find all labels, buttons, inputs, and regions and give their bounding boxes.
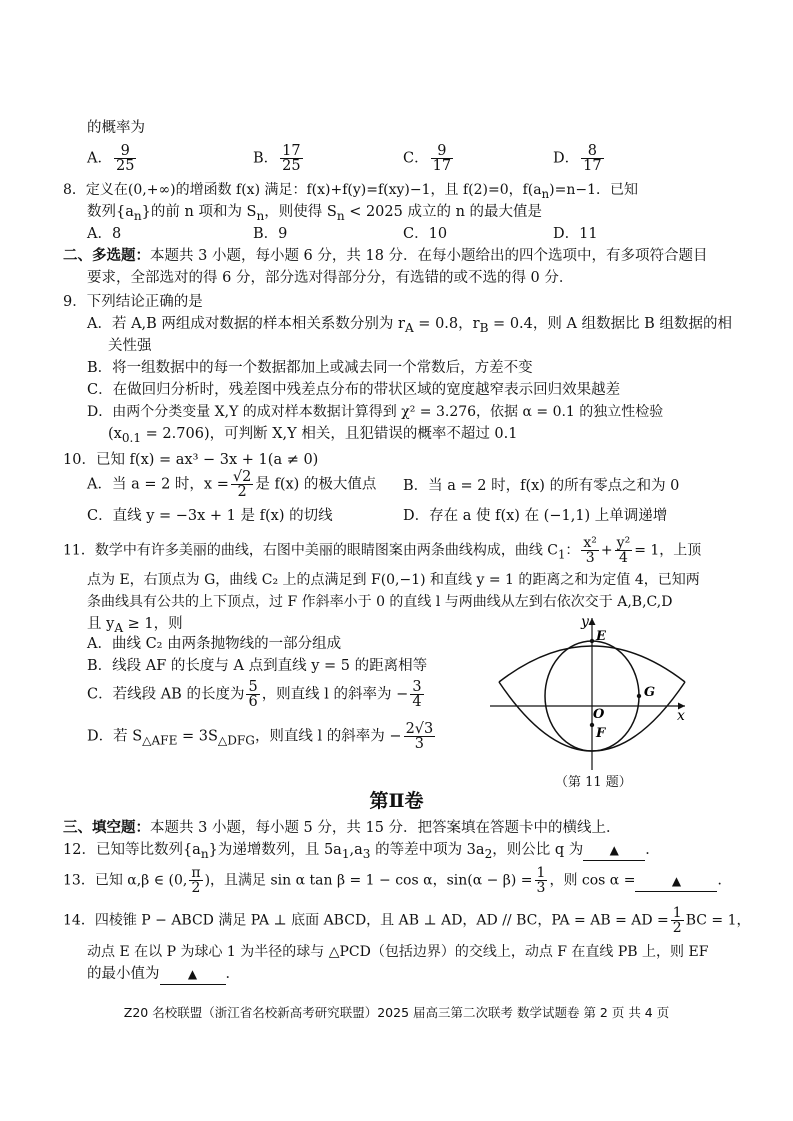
q9-option-a-cont: 关性强 xyxy=(108,338,152,354)
subscript: n xyxy=(200,846,209,861)
q11-text: 且 y xyxy=(87,616,115,632)
section3-line xyxy=(63,818,621,838)
fraction-numerator: y² xyxy=(616,535,631,551)
label-g: G xyxy=(644,685,656,700)
subscript: △AFE xyxy=(142,733,178,748)
q9-text: = 0.4，则 A 组数据比 B 组数据的相 xyxy=(488,316,732,332)
q9-option-a xyxy=(87,314,732,338)
q8-text: 数列{a xyxy=(87,204,134,220)
q8-option-c: C．10 xyxy=(403,226,448,242)
option-numerator: 8 xyxy=(581,144,603,159)
fraction-denominator: 4 xyxy=(618,550,628,566)
subscript: 0.1 xyxy=(121,430,142,445)
q12-text: }为递增数列，且 5a xyxy=(208,842,342,858)
q8-option-d: D．11 xyxy=(553,226,598,242)
q11-text: = 3S xyxy=(177,728,218,745)
fraction-denominator: 3 xyxy=(536,880,546,896)
q14-text: BC = 1， xyxy=(685,912,751,929)
q7-option-c xyxy=(403,144,455,176)
section-text: 本题共 3 小题，每小题 6 分，共 18 分．在每小题给出的四个选项中，有多项符合题目 xyxy=(150,248,708,264)
q14-line2: 动点 E 在以 P 为球心 1 为半径的球与 △PCD（包括边界）的交线上，动点 F 在直线 PB 上，则 EF xyxy=(87,944,709,960)
subscript: 1 xyxy=(557,547,566,562)
q8-text: }的前 n 项和为 S xyxy=(141,204,257,220)
punctuation: ． xyxy=(645,842,660,858)
subscript: n xyxy=(256,208,265,223)
section-heading: 三、填空题： xyxy=(63,819,150,836)
fraction-numerator: 1 xyxy=(536,865,546,881)
subscript: n xyxy=(336,208,345,223)
fraction-denominator: 2 xyxy=(191,880,201,896)
q14-text: 的最小值为 xyxy=(87,966,160,982)
subscript: 3 xyxy=(362,846,371,861)
fraction-denominator: 2 xyxy=(672,920,682,936)
q11-text: = 1，上顶 xyxy=(634,542,702,559)
q9-text: (x xyxy=(108,426,122,442)
q7-option-a xyxy=(87,144,138,176)
q11-text: ，则直线 l 的斜率为 − xyxy=(261,686,409,703)
q8-option-b: B．9 xyxy=(253,226,288,242)
subscript: A xyxy=(114,620,124,635)
section-text: 本题共 3 小题，每小题 5 分，共 15 分．把答案填在答题卡中的横线上． xyxy=(150,820,621,836)
option-denominator: 17 xyxy=(432,158,452,174)
q8-option-a: A．8 xyxy=(87,226,122,242)
q11-option-c xyxy=(87,680,426,712)
q10-text: 是 f(x) 的极大值点 xyxy=(255,476,377,493)
fraction-denominator: 2 xyxy=(237,484,247,500)
q11-option-d xyxy=(87,722,437,754)
figure-caption: （第 11 题） xyxy=(555,775,632,790)
fraction-denominator: 3 xyxy=(585,550,595,566)
q9-option-b: B．将一组数据中的每一个数据都加上或减去同一个常数后，方差不变 xyxy=(87,360,533,376)
fraction-numerator: 5 xyxy=(248,679,258,695)
q9-stem: 9．下列结论正确的是 xyxy=(63,294,203,310)
q7-option-b xyxy=(253,144,305,176)
fraction-numerator: x² xyxy=(583,535,597,551)
point-g xyxy=(637,694,641,698)
q14-line1 xyxy=(63,906,751,940)
answer-blank[interactable]: ▲ xyxy=(583,840,645,861)
q9-option-c: C．在做回归分析时，残差图中残差点分布的带状区域的宽度越窄表示回归效果越差 xyxy=(87,382,621,398)
point-e xyxy=(590,639,594,643)
label-e: E xyxy=(596,629,606,644)
label-f: F xyxy=(596,726,606,741)
label-o: O xyxy=(593,707,605,722)
q13-line xyxy=(63,866,731,900)
q14-line3 xyxy=(87,964,240,985)
label-y: y xyxy=(581,614,589,630)
q11-option-a: A．曲线 C₂ 由两条抛物线的一部分组成 xyxy=(87,636,342,652)
q8-text: ，则使得 S xyxy=(264,204,337,220)
q8-text: )=n−1．已知 xyxy=(549,182,638,198)
q13-text: 13．已知 α,β ∈ (0, xyxy=(63,872,188,889)
q9-text: = 2.706)，可判断 X,Y 相关，且犯错误的概率不超过 0.1 xyxy=(141,426,518,442)
option-numerator: 17 xyxy=(282,143,301,159)
subscript: 2 xyxy=(484,846,493,861)
q12-text: 的等差中项为 3a xyxy=(370,842,485,858)
subscript: B xyxy=(479,320,489,335)
label-x: x xyxy=(677,708,685,724)
part2-title: 第Ⅱ卷 xyxy=(369,790,424,812)
q11-option-b: B．线段 AF 的长度与 A 点到直线 y = 5 的距离相等 xyxy=(87,658,428,674)
q9-option-d: D．由两个分类变量 X,Y 的成对样本数据计算得到 χ² = 3.276，依据 α = 0.1 的独立性检验 xyxy=(87,404,664,420)
option-label: B． xyxy=(253,150,279,167)
option-denominator: 25 xyxy=(115,158,135,174)
q11-text: ≥ 1，则 xyxy=(123,616,183,632)
q8-text: < 2025 成立的 n 的最大值是 xyxy=(344,204,543,220)
answer-blank[interactable]: ▲ xyxy=(160,964,226,985)
fraction-numerator: π xyxy=(191,865,201,881)
punctuation: ． xyxy=(717,872,732,889)
q9-text: A．若 A,B 两组成对数据的样本相关系数分别为 r xyxy=(87,316,405,332)
page-footer: Z20 名校联盟（浙江省名校新高考研究联盟）2025 届高三第二次联考 数学试题卷 第 2 页 共 4 页 xyxy=(123,1005,670,1020)
option-label: A． xyxy=(87,150,112,167)
fraction-numerator: 1 xyxy=(672,905,682,921)
q10-stem: 10．已知 f(x) = ax³ − 3x + 1(a ≠ 0) xyxy=(63,452,319,468)
q11-line3: 条曲线具有公共的上下顶点，过 F 作斜率小于 0 的直线 l 与两曲线从左到右依次交于 A,B,C,D xyxy=(87,594,673,610)
q10-option-b: B．当 a = 2 时，f(x) 的所有零点之和为 0 xyxy=(403,478,680,494)
q8-text: 8．定义在(0,+∞)的增函数 f(x) 满足：f(x)+f(y)=f(xy)−1，且 f(2)=0，f(a xyxy=(63,182,542,198)
q8-line1 xyxy=(63,180,638,204)
q10-text: A．当 a = 2 时，x = xyxy=(87,476,229,493)
section2-line2: 要求，全部选对的得 6 分，部分选对得部分分，有选错的或不选的得 0 分． xyxy=(87,270,574,286)
q11-line1: 11．数学中有许多美丽的曲线，右图中美丽的眼睛图案由两条曲线构成，曲线 $C_1$： $\frac{\text{x²}}{3}$ + $\frac{\text{y²}}{4}$ = 1，上顶 xyxy=(63,535,702,566)
q13-text: ，则 cos α = xyxy=(549,872,636,889)
subscript: △DFG xyxy=(217,733,255,748)
subscript: A xyxy=(404,320,414,335)
fraction-denominator: 3 xyxy=(414,736,425,752)
point-f xyxy=(590,723,594,727)
q11-text: ，则直线 l 的斜率为 − xyxy=(254,728,402,745)
q11-text: C．若线段 AB 的长度为 xyxy=(87,686,245,703)
subscript: 1 xyxy=(341,846,350,861)
eye-curve-figure xyxy=(485,612,695,772)
option-numerator: 9 xyxy=(431,144,453,159)
q8-line2 xyxy=(87,202,542,226)
section2-line1 xyxy=(63,246,708,266)
q11-text: 11．数学中有许多美丽的曲线，右图中美丽的眼睛图案由两条曲线构成，曲线 C xyxy=(63,542,558,559)
q9-option-d-cont xyxy=(108,424,518,448)
punctuation: ． xyxy=(225,966,240,982)
q7-option-d xyxy=(553,144,606,176)
subscript: n xyxy=(541,186,550,201)
q11-line2: 点为 E，右顶点为 G，曲线 C₂ 上的点满足到 F(0,−1) 和直线 y = 1 的距离之和为定值 4，已知两 xyxy=(87,572,700,588)
option-denominator: 17 xyxy=(583,158,602,174)
q10-option-c: C．直线 y = −3x + 1 是 f(x) 的切线 xyxy=(87,508,333,524)
q12-text: ,a xyxy=(349,842,363,858)
q12-line xyxy=(63,840,660,864)
q12-text: 12．已知等比数列{a xyxy=(63,842,201,858)
q10-option-a xyxy=(87,470,376,502)
section-heading: 二、多选题： xyxy=(63,247,150,264)
fraction-denominator: 6 xyxy=(248,694,258,710)
fraction-numerator: √2 xyxy=(232,469,252,485)
fraction-numerator: 2√3 xyxy=(405,721,434,737)
q7-tail: 的概率为 xyxy=(87,120,145,136)
option-label: C． xyxy=(403,150,429,167)
q14-text: 14．四棱锥 P − ABCD 满足 PA ⊥ 底面 ABCD，且 AB ⊥ AD，AD // BC，PA = AB = AD = xyxy=(63,912,669,929)
q9-text: = 0.8，r xyxy=(413,316,480,332)
q11-text: D．若 S xyxy=(87,728,143,745)
q13-text: )，且满足 sin α tan β = 1 − cos α，sin(α − β) = xyxy=(204,872,533,889)
answer-blank[interactable]: ▲ xyxy=(635,871,717,892)
subscript: n xyxy=(133,208,142,223)
option-numerator: 9 xyxy=(114,144,136,159)
fraction-numerator: 3 xyxy=(412,679,422,695)
q12-text: ，则公比 q 为 xyxy=(492,842,584,858)
option-label: D． xyxy=(553,150,580,167)
q10-option-d: D．存在 a 使 f(x) 在 (−1,1) 上单调递增 xyxy=(403,508,668,524)
option-denominator: 25 xyxy=(282,158,301,174)
fraction-denominator: 4 xyxy=(412,694,422,710)
q11-text: ： xyxy=(565,542,580,559)
